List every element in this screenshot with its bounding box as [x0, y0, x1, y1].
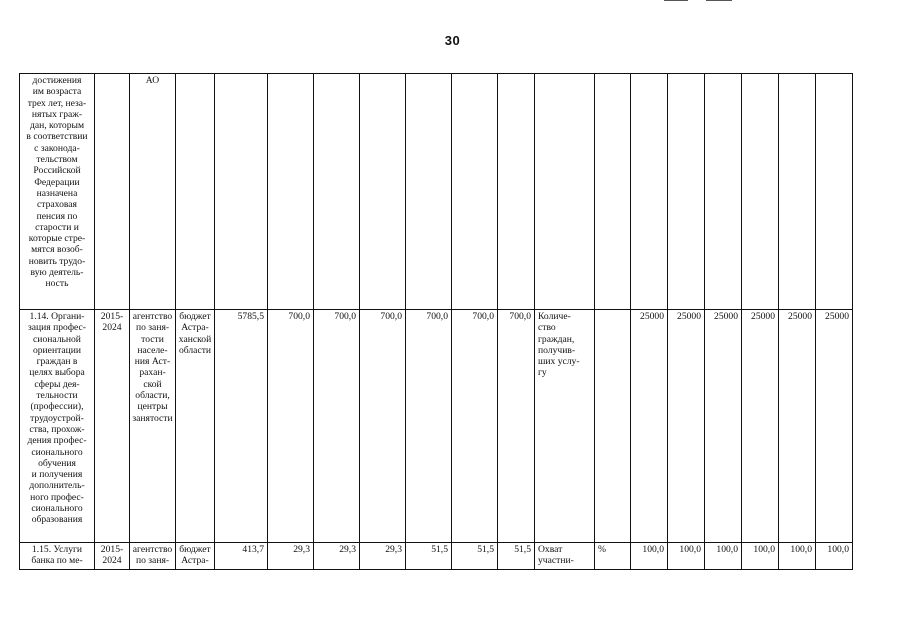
total-cell: 5785,5: [215, 310, 268, 543]
measure-cell: 1.14. Органи- зация профес- сиональной ориентации граждан в целях выбора сферы дея- тельности (профессии), трудоустрой- ства, прохож- дения профес- сионального обучения и получения дополнитель- ного профес- сионального образования: [20, 310, 95, 543]
year-cell: 29,3: [360, 543, 406, 570]
target-cell: [779, 74, 816, 310]
target-cell: [668, 74, 705, 310]
target-cell: 25000: [779, 310, 816, 543]
unit-cell: [595, 310, 631, 543]
page-number: 30: [444, 33, 461, 48]
year-cell: 700,0: [406, 310, 452, 543]
source-cell: бюджет Астра- ханской области: [176, 310, 215, 543]
target-cell: 100,0: [742, 543, 779, 570]
target-cell: 25000: [668, 310, 705, 543]
program-table-wrapper: [19, 73, 853, 570]
year-cell: [360, 74, 406, 310]
year-cell: 700,0: [268, 310, 314, 543]
unit-cell: %: [595, 543, 631, 570]
scan-mark-right: [706, 0, 732, 1]
target-cell: [705, 74, 742, 310]
year-cell: [268, 74, 314, 310]
period-cell: 2015- 2024: [95, 310, 130, 543]
year-cell: 700,0: [498, 310, 535, 543]
total-cell: [215, 74, 268, 310]
year-cell: [314, 74, 360, 310]
year-cell: [498, 74, 535, 310]
target-cell: [816, 74, 853, 310]
target-cell: 100,0: [668, 543, 705, 570]
period-cell: 2015- 2024: [95, 543, 130, 570]
table-row: [20, 543, 853, 570]
total-cell: 413,7: [215, 543, 268, 570]
year-cell: 29,3: [314, 543, 360, 570]
year-cell: 29,3: [268, 543, 314, 570]
table-row: [20, 310, 853, 543]
year-cell: 51,5: [452, 543, 498, 570]
year-cell: [406, 74, 452, 310]
source-cell: [176, 74, 215, 310]
indicator-cell: [535, 74, 595, 310]
source-cell: бюджет Астра-: [176, 543, 215, 570]
target-cell: 25000: [631, 310, 668, 543]
indicator-cell: Охват участни-: [535, 543, 595, 570]
target-cell: 100,0: [705, 543, 742, 570]
target-cell: [631, 74, 668, 310]
target-cell: 100,0: [816, 543, 853, 570]
target-cell: [742, 74, 779, 310]
unit-cell: [595, 74, 631, 310]
target-cell: 25000: [705, 310, 742, 543]
target-cell: 100,0: [631, 543, 668, 570]
period-cell: [95, 74, 130, 310]
table-row: [20, 74, 853, 310]
measure-cell: достижения им возраста трех лет, неза- нятых граж- дан, которым в соответствии с законода- тельством Российской Федерации назначена страховая пенсия по старости и которые стре- мятся возоб- новить трудо- вую деятель- ность: [20, 74, 95, 310]
target-cell: 100,0: [779, 543, 816, 570]
target-cell: 25000: [816, 310, 853, 543]
scan-mark-left: [664, 0, 688, 1]
executor-cell: АО: [130, 74, 176, 310]
year-cell: [452, 74, 498, 310]
measure-cell: 1.15. Услуги банка по ме-: [20, 543, 95, 570]
indicator-cell: Количе- ство граждан, получив- ших услу- гу: [535, 310, 595, 543]
year-cell: 700,0: [452, 310, 498, 543]
year-cell: 51,5: [498, 543, 535, 570]
year-cell: 51,5: [406, 543, 452, 570]
executor-cell: агентство по заня- тости населе- ния Аст- рахан- ской области, центры занятости: [130, 310, 176, 543]
program-measures-table: [19, 73, 853, 570]
year-cell: 700,0: [314, 310, 360, 543]
target-cell: 25000: [742, 310, 779, 543]
year-cell: 700,0: [360, 310, 406, 543]
executor-cell: агентство по заня-: [130, 543, 176, 570]
